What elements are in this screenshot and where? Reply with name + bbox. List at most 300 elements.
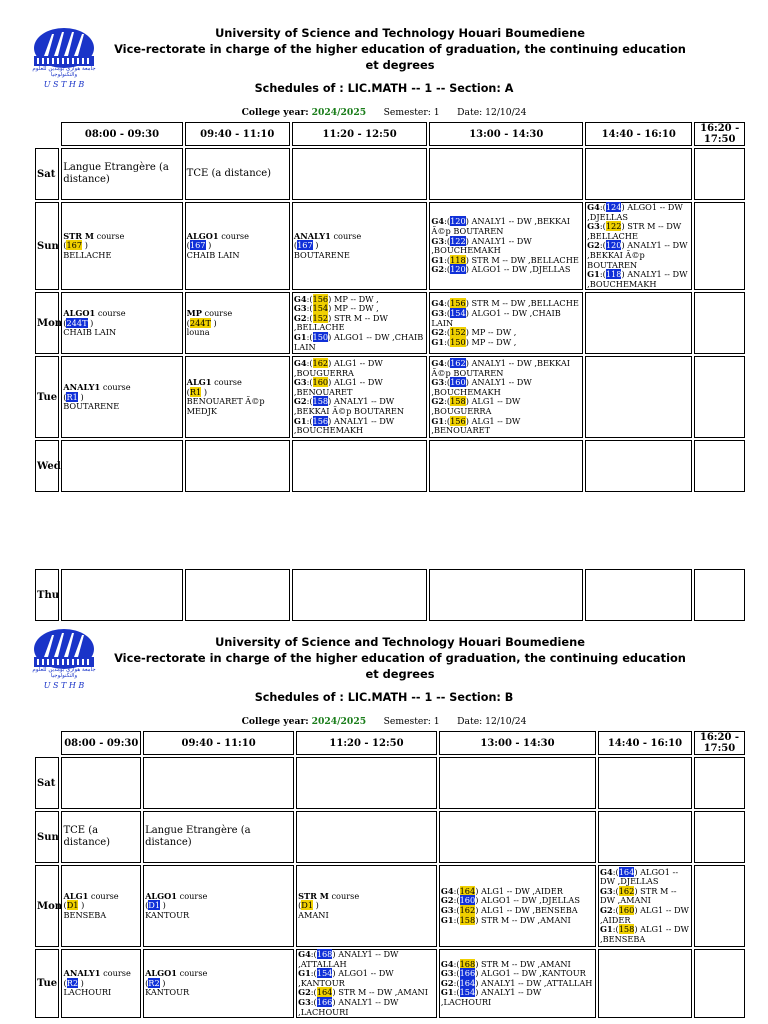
group-line: G4:(162) ALG1 -- DW ,BOUGUERRA [293, 357, 383, 378]
room-badge: 160 [618, 905, 635, 915]
time-slot-header: 14:40 - 16:10 [598, 731, 692, 755]
group-line: G2:(160) ALGO1 -- DW ,DJELLAS [440, 895, 580, 906]
day-row [35, 757, 745, 809]
group-id: G4 [293, 293, 307, 304]
timetable-cell [429, 569, 583, 621]
date-value: Date: 12/10/24 [457, 716, 527, 727]
course-name: ANALY1 [63, 968, 101, 979]
room-badge: 122 [450, 235, 466, 246]
time-slot-header: 09:40 - 11:10 [185, 122, 290, 146]
room-badge: 154 [459, 987, 476, 998]
timetable-cell [439, 757, 596, 809]
room-badge: 118 [605, 269, 622, 280]
timetable-cell [296, 811, 437, 863]
group-line: G1:(150) MP -- DW , [431, 336, 517, 347]
group-id: G3 [440, 905, 454, 915]
group-session-text: ALG1 -- DW ,BENOUARET [293, 377, 383, 397]
group-session-text: ALG1 -- DW ,BENSEBA [600, 924, 689, 944]
group-id: G3 [431, 307, 445, 318]
timetable-cell [598, 865, 692, 947]
room-badge: R2 [66, 977, 79, 988]
group-session-text: ALGO1 -- DW ,DJELLAS [481, 895, 580, 906]
group-line: G3:(162) ALG1 -- DW ,BENSEBA [440, 905, 578, 915]
day-row [35, 865, 745, 947]
timetable-section-a [33, 120, 747, 623]
timetable-cell [694, 865, 745, 947]
group-line: G2:(158) ANALY1 -- DW ,BEKKAI Ã©p BOUTAREN [293, 396, 405, 416]
room-badge: 158 [450, 396, 466, 407]
timetable-cell [292, 148, 428, 200]
group-line: G2:(164) ANALY1 -- DW ,ATTALLAH [440, 977, 593, 988]
cell-text: Langue Etrangère (a distance) [145, 825, 251, 848]
group-session-text: ANALY1 -- DW ,BEKKAI Ã©p BOUTAREN [587, 240, 688, 270]
group-session-text: ALG1 -- DW ,BOUGUERRA [431, 396, 521, 416]
group-session-text: ALG1 -- DW ,BOUGUERRA [293, 357, 383, 378]
room-badge: 166 [459, 968, 476, 979]
time-slot-header: 16:20 - 17:50 [694, 731, 745, 755]
course-kind: course [102, 381, 131, 392]
day-label: Wed [35, 440, 59, 492]
cell-text: TCE (a distance) [63, 825, 111, 848]
day-label: Sun [35, 202, 59, 290]
day-row [35, 356, 745, 438]
time-slot-header: 16:20 - 17:50 [694, 122, 745, 146]
timetable-cell [143, 865, 294, 947]
header-title-line-1: University of Science and Technology Houari Boumediene [215, 26, 585, 40]
group-id: G2 [298, 987, 311, 998]
time-slot-header: 13:00 - 14:30 [429, 122, 583, 146]
timetable-cell [585, 292, 692, 354]
teacher-name: BOUTARENE [293, 249, 350, 260]
timetable-section-b [33, 729, 747, 1020]
room-badge: D1 [148, 900, 161, 911]
group-line: G4:(164) ALGO1 -- DW ,DJELLAS [600, 866, 679, 887]
course-kind: course [214, 377, 242, 388]
group-id: G3 [298, 996, 311, 1007]
schedule-title: Schedules of : LIC.MATH -- 1 -- Section: A [254, 82, 514, 95]
day-label: Tue [35, 356, 59, 438]
header-title-line-2: Vice-rectorate in charge of the higher education of graduation, the continuing education [114, 42, 686, 56]
group-session-text: STR M -- DW ,AMANI [338, 987, 428, 998]
timetable-cell [694, 440, 745, 492]
room-badge: 160 [450, 377, 466, 388]
year-label: College year: [241, 107, 309, 118]
section-a-header [0, 22, 768, 112]
timetable-cell [61, 292, 182, 354]
room-line: (D1 ) [63, 900, 85, 911]
time-slot-header: 09:40 - 11:10 [143, 731, 294, 755]
timetable-cell [61, 757, 141, 809]
section-b-header [0, 631, 768, 721]
room-badge: 164 [459, 885, 476, 896]
group-session-text: STR M -- DW ,BELLACHE [293, 312, 388, 333]
room-badge: 162 [618, 885, 635, 896]
group-id: G2 [440, 977, 454, 988]
room-line: (R2 ) [145, 977, 166, 988]
group-line: G1:(158) STR M -- DW ,AMANI [440, 914, 571, 925]
group-session-text: MP -- DW , [333, 303, 379, 314]
time-slot-header: 11:20 - 12:50 [292, 122, 428, 146]
room-badge: 122 [605, 221, 622, 232]
group-line: G1:(150) ALGO1 -- DW ,CHAIB LAIN [293, 331, 424, 352]
day-label: Sat [35, 148, 59, 200]
course-name: ALG1 [186, 377, 212, 388]
group-session-text: STR M -- DW ,AMANI [481, 958, 571, 969]
room-badge: 162 [312, 357, 329, 368]
teacher-name: AMANI [298, 909, 329, 920]
room-badge: 160 [312, 377, 329, 388]
group-line: G3:(154) MP -- DW , [293, 303, 379, 314]
group-line: G1:(156) ANALY1 -- DW ,BOUCHEMAKH [293, 415, 395, 436]
cell-text: Langue Etrangère (a distance) [63, 162, 169, 185]
timetable-cell [185, 356, 290, 438]
corner-cell [35, 731, 59, 755]
teacher-name: BOUTARENE [63, 401, 120, 412]
course-line [145, 969, 292, 979]
room-badge: 154 [316, 968, 333, 979]
course-name: STR M [298, 890, 329, 901]
room-badge: 156 [450, 415, 466, 426]
room-badge: 120 [450, 216, 466, 227]
timetable-cell [694, 148, 745, 200]
room-line: (R1 ) [63, 391, 84, 402]
room-line: (167 ) [186, 240, 212, 251]
group-line: G1:(118) ANALY1 -- DW ,BOUCHEMAKH [587, 269, 688, 289]
group-session-text: ALGO1 -- DW ,DJELLAS [471, 264, 571, 275]
group-line: G3:(162) STR M -- DW ,AMANI [600, 885, 677, 906]
logo-usthb-text: U S T H B [43, 80, 85, 89]
course-kind: course [90, 890, 119, 901]
group-session-text: ALGO1 -- DW ,CHAIB LAIN [293, 331, 424, 352]
group-session-text: STR M -- DW ,BELLACHE [471, 298, 579, 309]
timetable-cell [598, 757, 692, 809]
day-row [35, 292, 745, 354]
room-badge: D1 [66, 900, 79, 911]
timetable-cell [439, 865, 596, 947]
timetable-cell [694, 949, 745, 1018]
course-kind: course [331, 890, 360, 901]
page-gap [35, 494, 745, 567]
group-id: G1 [293, 415, 307, 426]
group-id: G4 [587, 202, 600, 212]
timetable-cell [585, 148, 692, 200]
group-session-text: ANALY1 -- DW ,BOUCHEMAKH [431, 377, 532, 397]
room-badge: 154 [312, 303, 329, 314]
group-session-text: ANALY1 -- DW ,BEKKAI Ã©p BOUTAREN [431, 357, 570, 378]
course-kind: course [221, 230, 249, 241]
course-line [145, 892, 292, 902]
group-id: G3 [293, 377, 307, 388]
course-name: ALGO1 [186, 230, 219, 241]
semester-value: Semester: 1 [383, 716, 440, 727]
header-title-line-1: University of Science and Technology Houari Boumediene [215, 635, 585, 649]
logo-arabic-text: جامعة هواري بومدين للعلوم والتكنولوجيا [32, 66, 96, 78]
timetable-cell [429, 440, 583, 492]
group-session-text: ANALY1 -- DW ,BOUCHEMAKH [431, 235, 532, 256]
time-slot-header: 13:00 - 14:30 [439, 731, 596, 755]
group-session-text: STR M -- DW ,AMANI [481, 914, 571, 925]
group-session-text: ANALY1 -- DW ,LACHOURI [298, 996, 399, 1017]
group-id: G2 [600, 905, 613, 915]
group-session-text: ALG1 -- DW ,AIDER [481, 885, 563, 896]
timetable-body [35, 757, 745, 1018]
group-line: G3:(160) ANALY1 -- DW ,BOUCHEMAKH [431, 377, 532, 397]
group-id: G4 [440, 885, 454, 896]
group-session-text: ANALY1 -- DW ,ATTALLAH [481, 977, 593, 988]
time-slot-header-row [35, 731, 745, 755]
timetable-cell [439, 811, 596, 863]
corner-cell [35, 122, 59, 146]
course-name: ALG1 [63, 890, 89, 901]
timetable-cell [439, 949, 596, 1018]
day-label: Mon [35, 292, 59, 354]
group-session-text: ANALY1 -- DW ,LACHOURI [440, 987, 542, 1007]
timetable-cell [292, 292, 428, 354]
day-row [35, 440, 745, 492]
year-label: College year: [241, 716, 309, 727]
room-line: (D1 ) [145, 900, 166, 911]
timetable-cell [61, 356, 182, 438]
course-name: STR M [63, 230, 94, 241]
day-label: Tue [35, 949, 59, 1018]
timetable-cell [694, 569, 745, 621]
course-kind: course [103, 968, 131, 979]
course-name: ANALY1 [63, 381, 101, 392]
group-line: G4:(156) MP -- DW , [293, 293, 379, 304]
header-title [110, 25, 690, 73]
group-session-text: ALGO1 -- DW ,KANTOUR [298, 968, 394, 988]
group-id: G1 [440, 914, 454, 925]
group-id: G1 [440, 987, 454, 998]
timetable-cell [61, 865, 141, 947]
room-badge: R1 [66, 391, 78, 402]
timetable-cell [694, 356, 745, 438]
course-name: ALGO1 [63, 307, 96, 318]
timetable-cell [694, 202, 745, 290]
header-title [110, 634, 690, 682]
year-line [0, 716, 768, 727]
group-session-text: STR M -- DW ,BELLACHE [587, 221, 682, 241]
course-kind: course [96, 230, 125, 241]
time-slot-header-row [35, 122, 745, 146]
group-session-text: MP -- DW , [471, 336, 517, 347]
timetable-cell [598, 811, 692, 863]
group-line: G4:(168) STR M -- DW ,AMANI [440, 958, 571, 969]
group-line: G2:(152) MP -- DW , [431, 327, 517, 338]
timetable-cell [61, 569, 182, 621]
group-line: G2:(152) STR M -- DW ,BELLACHE [293, 312, 388, 333]
room-badge: R1 [189, 386, 202, 397]
group-id: G2 [293, 312, 307, 323]
room-badge: 152 [312, 312, 329, 323]
group-id: G3 [440, 968, 454, 979]
timetable-cell [292, 202, 428, 290]
timetable-cell [296, 949, 437, 1018]
group-line: G2:(158) ALG1 -- DW ,BOUGUERRA [431, 396, 521, 416]
group-id: G3 [587, 221, 600, 232]
room-badge: 150 [450, 336, 466, 347]
course-kind: course [179, 890, 208, 901]
timetable-cell [694, 292, 745, 354]
header-title-line-3: et degrees [365, 667, 435, 681]
day-row [35, 202, 745, 290]
group-id: G2 [431, 396, 445, 407]
course-kind: course [97, 307, 126, 318]
room-badge: 152 [450, 327, 466, 338]
group-session-text: STR M -- DW ,AMANI [600, 885, 677, 906]
group-session-text: ALGO1 -- DW ,DJELLAS [600, 866, 679, 887]
timetable-cell [598, 949, 692, 1018]
group-session-text: ANALY1 -- DW ,BOUCHEMAKH [293, 415, 395, 436]
course-kind: course [333, 230, 362, 241]
course-name: ANALY1 [293, 230, 331, 241]
time-slot-header: 08:00 - 09:30 [61, 731, 141, 755]
room-badge: R2 [148, 977, 160, 988]
timetable-cell [429, 356, 583, 438]
timetable-cell [143, 757, 294, 809]
room-badge: 150 [312, 331, 329, 342]
year-value: 2024/2025 [311, 716, 367, 727]
group-line: G4:(162) ANALY1 -- DW ,BEKKAI Ã©p BOUTAREN [431, 357, 570, 378]
group-line: G2:(164) STR M -- DW ,AMANI [298, 987, 428, 998]
teacher-name: LACHOURI [63, 987, 112, 998]
timetable-cell [429, 148, 583, 200]
group-session-text: ALG1 -- DW ,BENOUARET [431, 415, 521, 436]
group-line: G1:(158) ALG1 -- DW ,BENSEBA [600, 924, 689, 944]
group-line: G4:(164) ALG1 -- DW ,AIDER [440, 885, 563, 896]
group-id: G2 [431, 264, 445, 275]
room-badge: 167 [297, 240, 313, 251]
timetable-cell [143, 811, 294, 863]
group-id: G4 [293, 357, 307, 368]
group-line: G2:(160) ALG1 -- DW ,AIDER [600, 905, 689, 925]
timetable-cell [296, 757, 437, 809]
day-row [35, 811, 745, 863]
timetable-cell [185, 292, 290, 354]
usthb-logo [30, 627, 98, 693]
room-badge: 164 [459, 977, 476, 988]
day-label: Sat [35, 757, 59, 809]
timetable-cell [585, 569, 692, 621]
date-value: Date: 12/10/24 [457, 107, 527, 118]
timetable-cell [143, 949, 294, 1018]
teacher-name: KANTOUR [145, 987, 190, 998]
group-line: G4:(168) ANALY1 -- DW ,ATTALLAH [298, 949, 399, 969]
room-badge: 120 [605, 240, 622, 251]
group-line: G4:(156) STR M -- DW ,BELLACHE [431, 298, 579, 309]
timetable-cell [429, 292, 583, 354]
timetable-cell [61, 148, 182, 200]
room-badge: 167 [66, 240, 83, 251]
day-label: Mon [35, 865, 59, 947]
group-id: G2 [293, 396, 307, 407]
timetable-cell [296, 865, 437, 947]
course-kind: course [179, 968, 208, 979]
group-id: G4 [440, 958, 454, 969]
teacher-name: KANTOUR [145, 909, 190, 920]
timetable-cell [292, 569, 428, 621]
timetable-cell [185, 440, 290, 492]
group-id: G4 [431, 216, 445, 227]
course-name: ALGO1 [145, 890, 178, 901]
timetable-body [35, 148, 745, 621]
day-row [35, 569, 745, 621]
room-badge: 118 [450, 254, 466, 265]
room-badge: 164 [618, 866, 635, 877]
room-badge: 158 [459, 914, 476, 925]
group-session-text: ALG1 -- DW ,BENSEBA [481, 905, 578, 915]
room-badge: 168 [316, 949, 333, 959]
timetable-cell [429, 202, 583, 290]
timetable-cell [694, 757, 745, 809]
group-id: G4 [298, 949, 311, 959]
group-session-text: ALG1 -- DW ,AIDER [600, 905, 689, 925]
room-badge: 167 [189, 240, 206, 251]
day-label: Thu [35, 569, 59, 621]
group-id: G2 [440, 895, 454, 906]
group-id: G1 [431, 415, 445, 426]
time-slot-header: 08:00 - 09:30 [61, 122, 182, 146]
room-line: (R1 ) [186, 386, 208, 397]
room-line: (R2 ) [63, 977, 84, 988]
group-id: G1 [431, 254, 445, 265]
room-badge: 124 [605, 202, 622, 212]
header-title-line-3: et degrees [365, 58, 435, 72]
timetable-cell [61, 811, 141, 863]
room-badge: 162 [459, 905, 476, 915]
logo-arabic-text: جامعة هواري بومدين للعلوم والتكنولوجيا [32, 667, 96, 679]
course-name: ALGO1 [145, 968, 178, 979]
teacher-name: CHAIB LAIN [63, 327, 117, 338]
room-line: (D1 ) [298, 900, 319, 911]
semester-value: Semester: 1 [383, 107, 440, 118]
timetable-cell [292, 356, 428, 438]
teacher-name: louna [186, 327, 210, 338]
teacher-name: BELLACHE [63, 249, 112, 260]
group-id: G3 [600, 885, 613, 896]
group-id: G4 [600, 866, 613, 877]
group-line: G2:(120) ANALY1 -- DW ,BEKKAI Ã©p BOUTAREN [587, 240, 688, 270]
group-line: G1:(154) ALGO1 -- DW ,KANTOUR [298, 968, 394, 988]
group-line: G1:(154) ANALY1 -- DW ,LACHOURI [440, 987, 542, 1007]
group-session-text: ANALY1 -- DW ,BOUCHEMAKH [587, 269, 688, 289]
room-line: (244T ) [186, 317, 217, 328]
room-badge: 160 [459, 895, 476, 906]
timetable-cell [585, 356, 692, 438]
group-session-text: MP -- DW , [471, 327, 517, 338]
room-badge: 156 [312, 415, 329, 426]
page-gap-cell [35, 494, 745, 567]
group-id: G1 [431, 336, 445, 347]
group-id: G1 [293, 331, 307, 342]
group-line: G3:(154) ALGO1 -- DW ,CHAIB LAIN [431, 307, 561, 328]
teacher-name: BENOUARET Ã©p MEDJK [186, 396, 265, 416]
course-kind: course [204, 307, 233, 318]
group-id: G2 [431, 327, 445, 338]
course-name: MP [186, 307, 202, 318]
group-line: G2:(120) ALGO1 -- DW ,DJELLAS [431, 264, 571, 275]
timetable-cell [185, 148, 290, 200]
group-line: G3:(166) ALGO1 -- DW ,KANTOUR [440, 968, 586, 979]
group-session-text: ANALY1 -- DW ,BEKKAI Ã©p BOUTAREN [431, 216, 570, 236]
group-session-text: ALGO1 -- DW ,DJELLAS [587, 202, 683, 222]
day-row [35, 949, 745, 1018]
group-id: G3 [431, 377, 445, 388]
timetable-cell [185, 202, 290, 290]
year-line [0, 107, 768, 118]
timetable-cell [585, 202, 692, 290]
timetable-cell [292, 440, 428, 492]
